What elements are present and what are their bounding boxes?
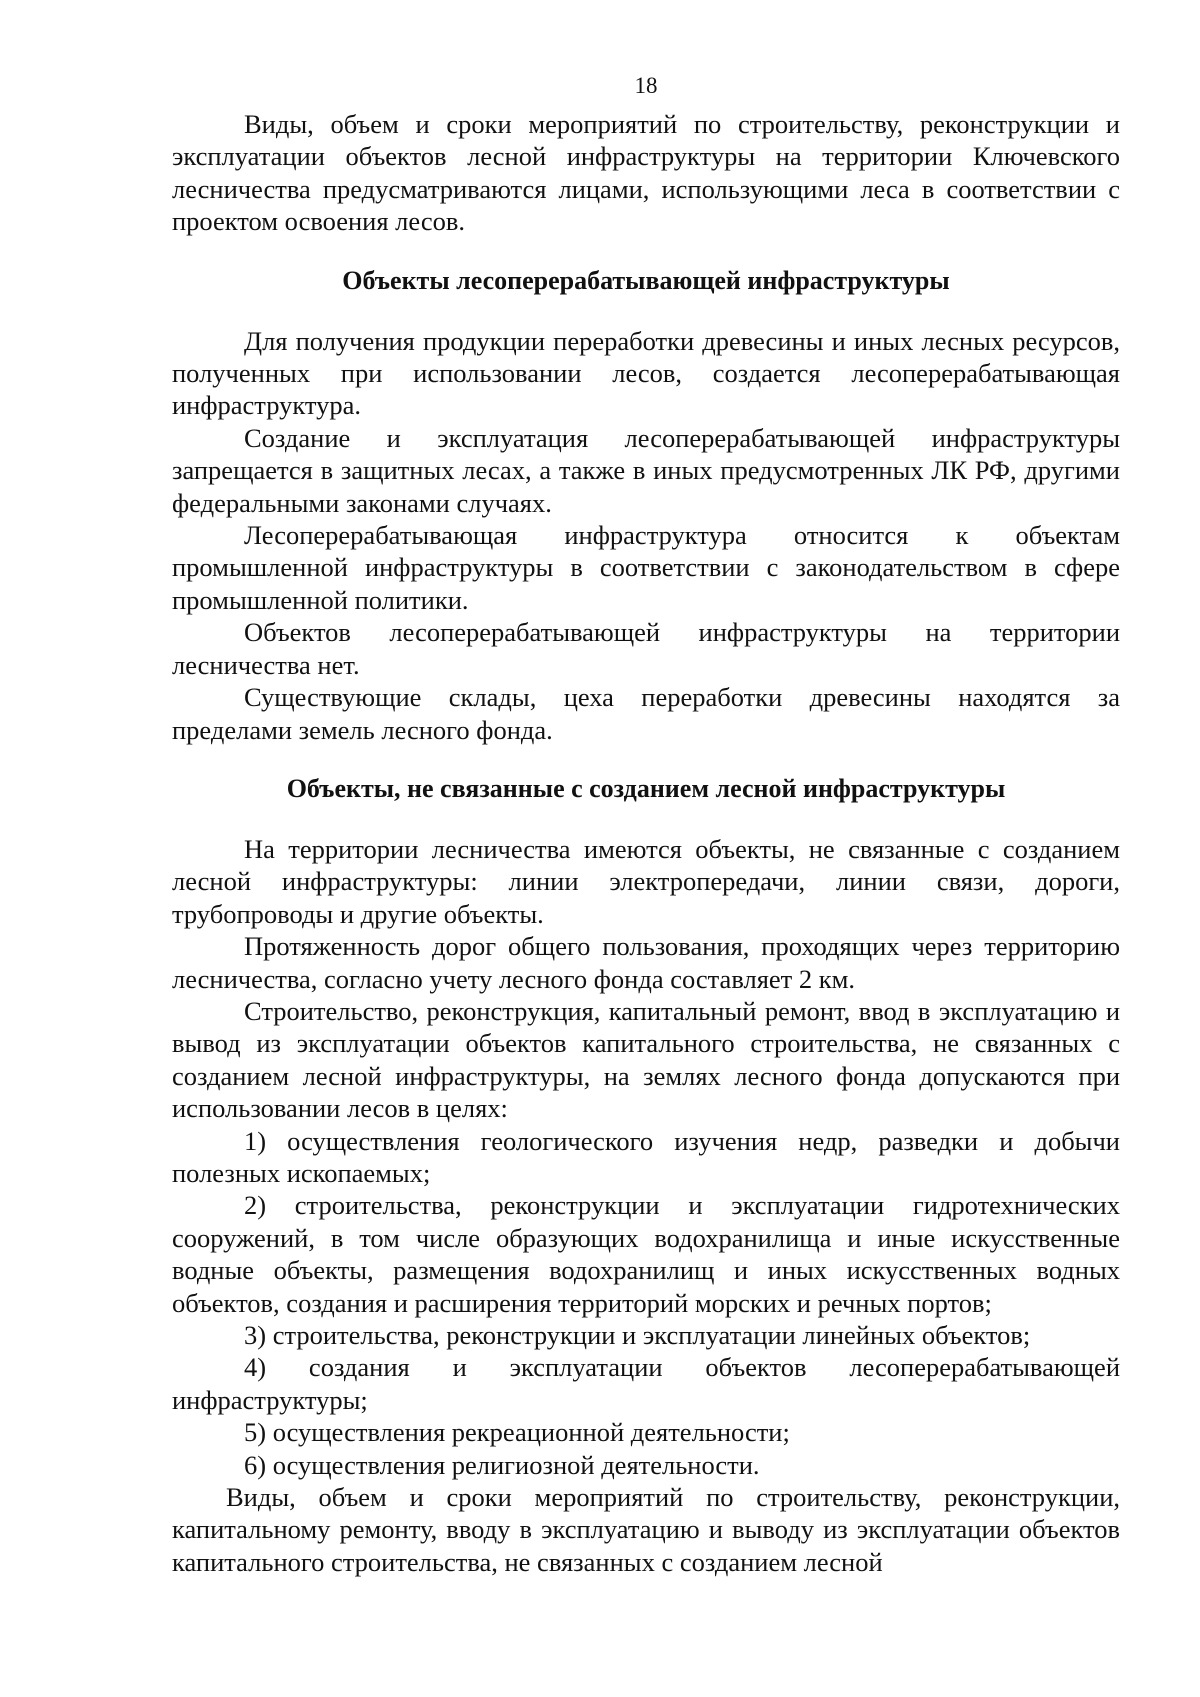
paragraph: Существующие склады, цеха переработки древесины находятся за пределами земель лесного фонда.: [172, 682, 1120, 745]
list-item: 6) осуществления религиозной деятельности.: [244, 1449, 760, 1480]
list-item: 5) осуществления рекреационной деятельности;: [244, 1417, 790, 1448]
intro-paragraph: Виды, объем и сроки мероприятий по строительству, реконструкции и эксплуатации объектов лесной инфраструктуры на территории Ключевского лесничества предусматриваются лицами, использующими леса в соответствии с проектом освоения лесов.: [172, 109, 1120, 237]
list-item: 4) создания и эксплуатации объектов лесоперерабатывающей инфраструктуры;: [172, 1352, 1120, 1415]
paragraph: Протяженность дорог общего пользования, проходящих через территорию лесничества, согласно учету лесного фонда составляет 2 км.: [172, 931, 1120, 994]
paragraph: Создание и эксплуатация лесоперерабатывающей инфраструктуры запрещается в защитных лесах, а также в иных предусмотренных ЛК РФ, другими федеральными законами случаях.: [172, 422, 1120, 518]
list-item: 1) осуществления геологического изучения недр, разведки и добычи полезных ископаемых;: [172, 1125, 1120, 1188]
paragraph: На территории лесничества имеются объекты, не связанные с созданием лесной инфраструктуры: линии электропередачи, линии связи, дороги, трубопроводы и другие объекты.: [172, 833, 1120, 929]
list-item: 2) строительства, реконструкции и эксплуатации гидротехнических сооружений, в том числе образующих водохранилища и иные искусственные водные объекты, размещения водохранилищ и иных искусственных водных объектов, создания и расширения территорий морских и речных портов;: [172, 1190, 1120, 1318]
purpose-list: [172, 1125, 1120, 1481]
paragraph: Объектов лесоперерабатывающей инфраструктуры на территории лесничества нет.: [172, 617, 1120, 680]
document-page: [172, 70, 1120, 1578]
page-number: 18: [634, 73, 658, 98]
list-item: 3) строительства, реконструкции и эксплуатации линейных объектов;: [244, 1320, 1031, 1350]
paragraph: Лесоперерабатывающая инфраструктура относится к объектам промышленной инфраструктуры в соответствии с законодательством в сфере промышленной политики.: [172, 520, 1120, 615]
section-heading-wood-processing: Объекты лесоперерабатывающей инфраструктуры: [342, 265, 950, 295]
section-heading-non-forest-objects: Объекты, не связанные с созданием лесной инфраструктуры: [286, 773, 1006, 803]
closing-paragraph: Виды, объем и сроки мероприятий по строительству, реконструкции, капитальному ремонту, вводу в эксплуатацию и выводу из эксплуатации объектов капитального строительства, не связанных с созданием лесной: [172, 1482, 1120, 1577]
paragraph: Для получения продукции переработки древесины и иных лесных ресурсов, полученных при использовании лесов, создается лесоперерабатывающая инфраструктура.: [172, 325, 1120, 421]
paragraph: Строительство, реконструкция, капитальный ремонт, ввод в эксплуатацию и вывод из эксплуатации объектов капитального строительства, не связанных с созданием лесной инфраструктуры, на землях лесного фонда допускаются при использовании лесов в целях:: [172, 995, 1120, 1124]
